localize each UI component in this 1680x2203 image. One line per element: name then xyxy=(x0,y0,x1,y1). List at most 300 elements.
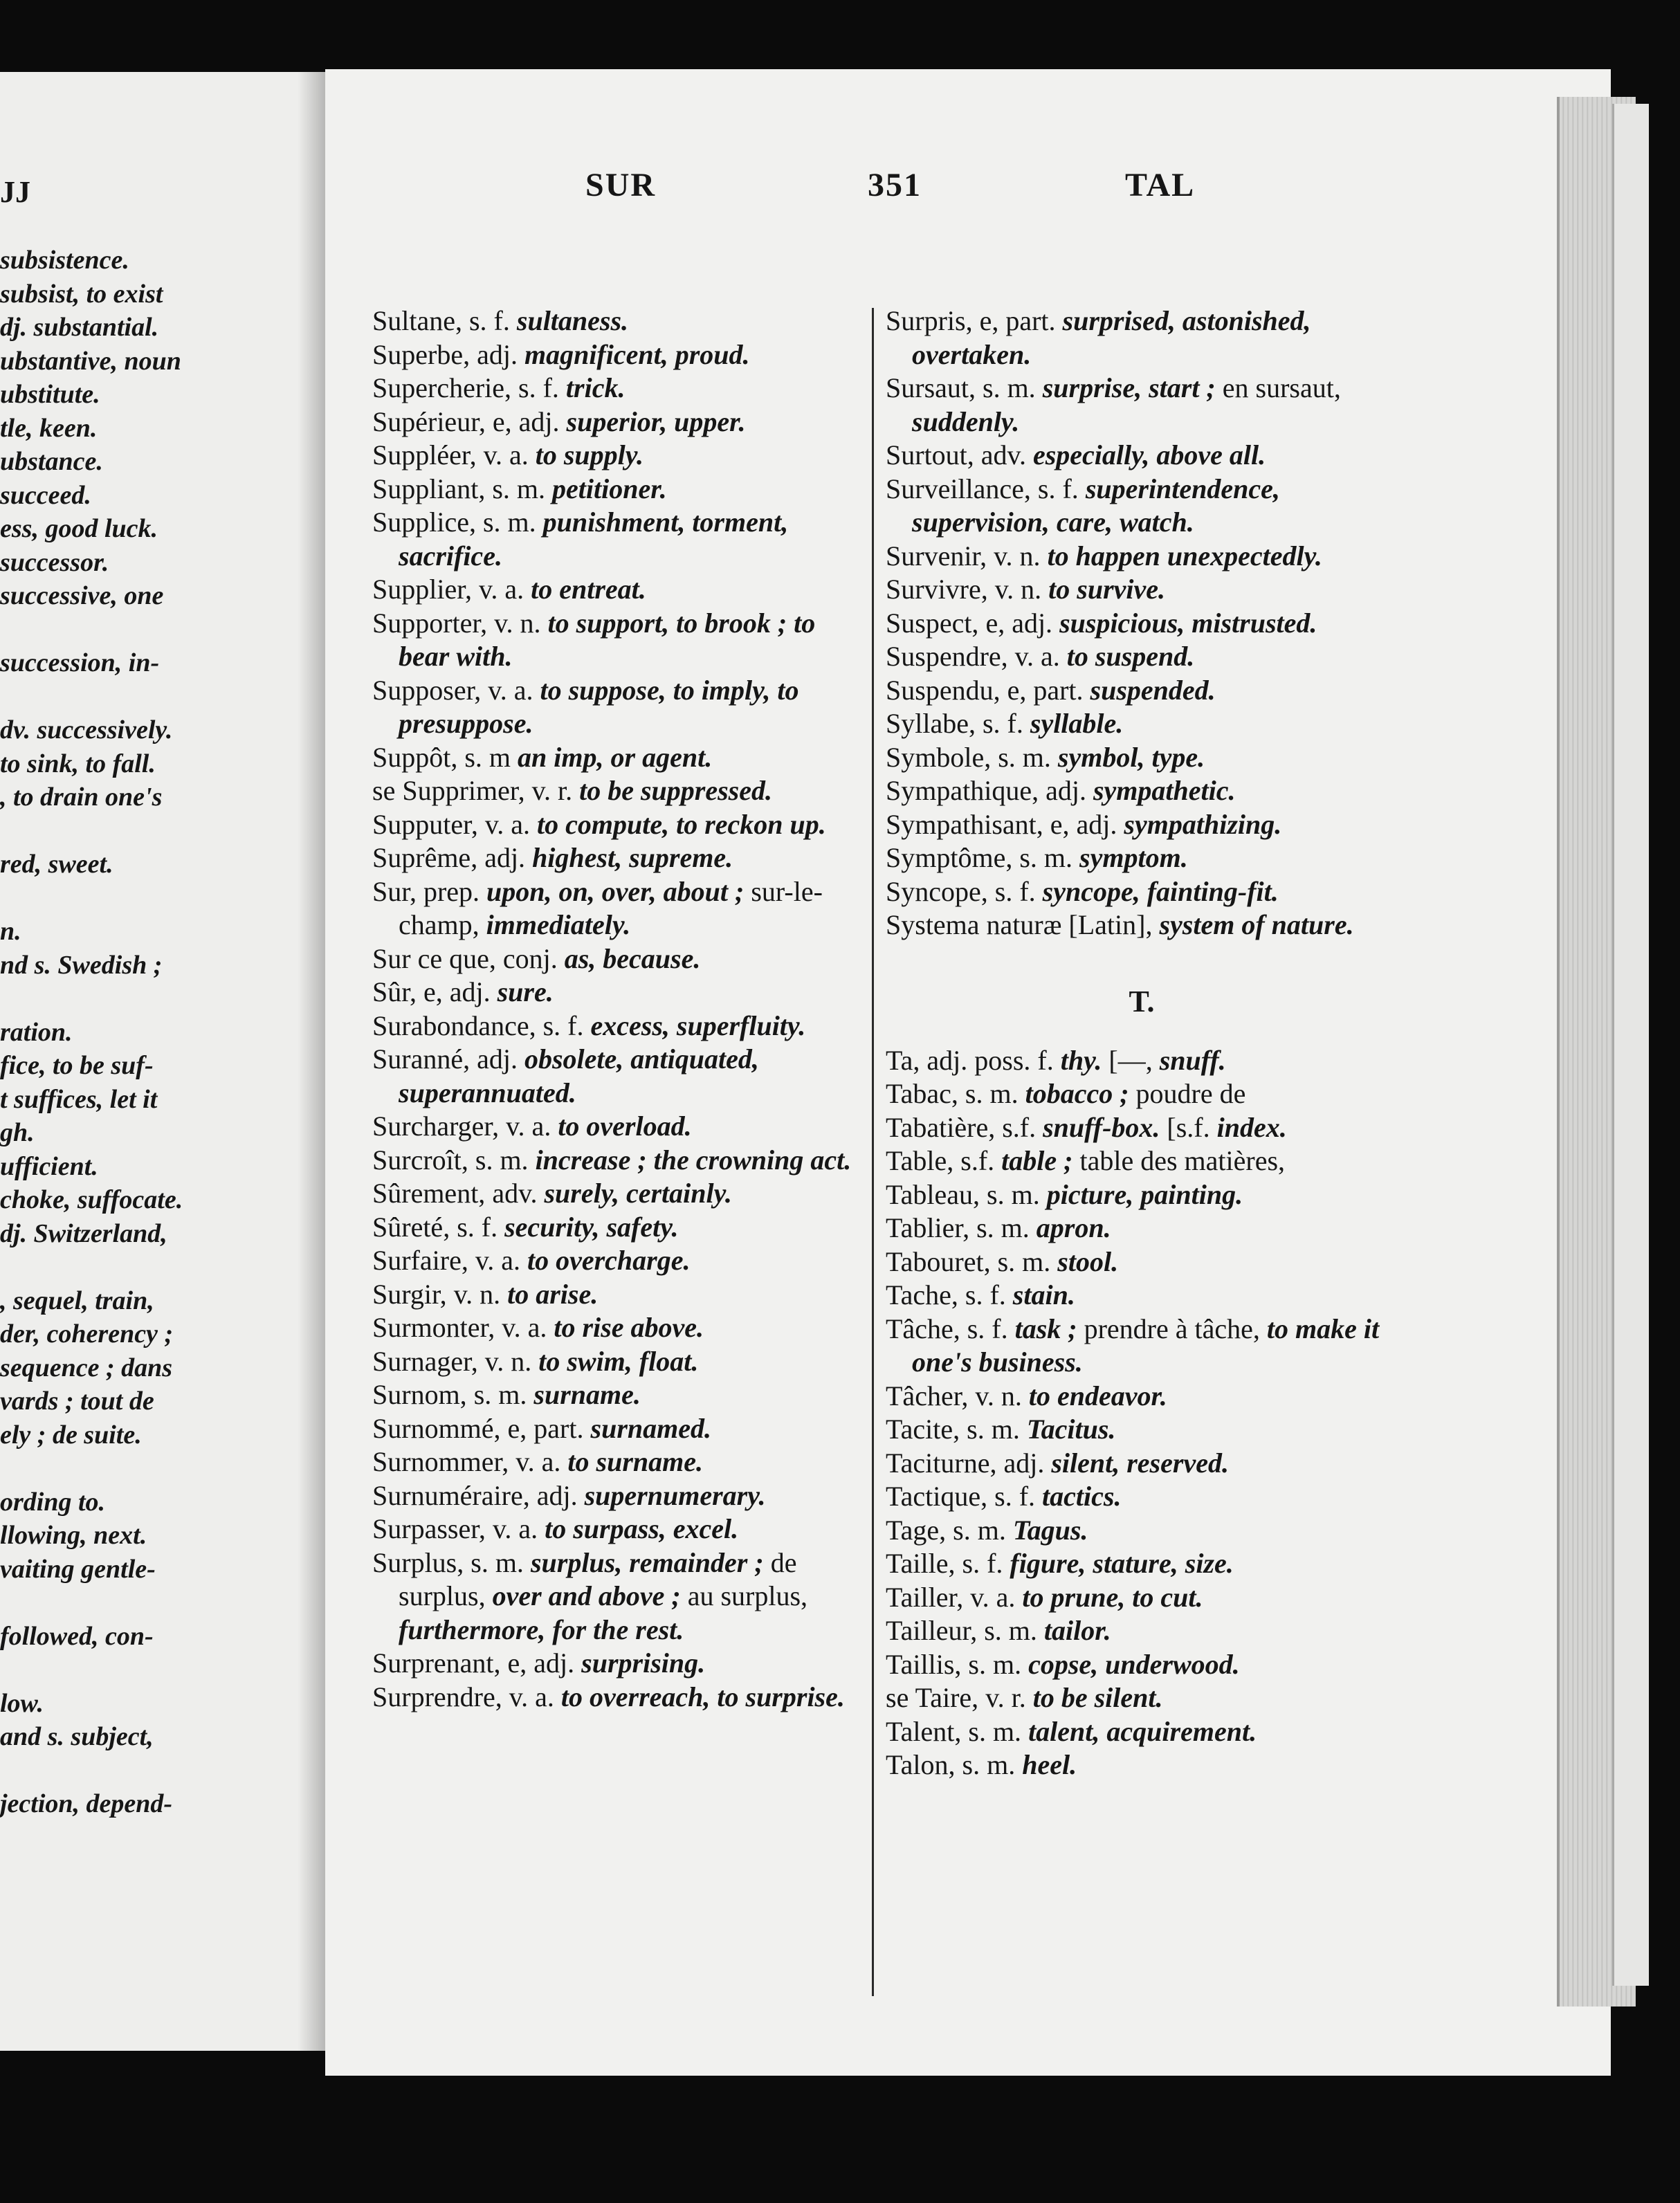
left-page-line: , sequel, train, xyxy=(0,1286,154,1315)
entry-headword: Suppliant, xyxy=(372,473,486,504)
left-page-line: and s. subject, xyxy=(0,1722,154,1751)
entry-definition: copse, underwood. xyxy=(1028,1648,1240,1680)
dictionary-entry xyxy=(886,808,1398,842)
entry-headword: Sur ce que, xyxy=(372,942,496,974)
entry-definition: snuff-box. xyxy=(1043,1111,1160,1143)
dictionary-entry xyxy=(372,1211,870,1245)
dictionary-entry xyxy=(372,1278,870,1312)
left-page-line: subsist, to exist xyxy=(0,279,163,309)
entry-headword: Surcharger, xyxy=(372,1110,500,1142)
entry-headword: Surprendre, xyxy=(372,1681,502,1712)
entry-definition: superior, upper. xyxy=(566,405,746,437)
entry-definition: sure. xyxy=(497,976,554,1007)
dictionary-entry xyxy=(372,741,870,775)
entry-grammar: s. m. xyxy=(984,1615,1037,1646)
left-page-line: choke, suffocate. xyxy=(0,1185,183,1214)
dictionary-entry xyxy=(886,1313,1398,1380)
dictionary-entry xyxy=(372,1009,870,1043)
entry-grammar: s. m. xyxy=(983,372,1036,403)
dictionary-entry xyxy=(886,540,1398,574)
dictionary-entry xyxy=(886,1514,1398,1548)
dictionary-entry xyxy=(372,1345,870,1379)
dictionary-entry xyxy=(372,473,870,506)
entry-definition: symptom. xyxy=(1079,842,1188,873)
entry-grammar: v. a. xyxy=(502,1312,547,1343)
dictionary-entry xyxy=(886,707,1398,741)
entry-definition: sympathizing. xyxy=(1124,808,1282,840)
entry-phrase: prendre à tâche, xyxy=(1084,1313,1260,1344)
dictionary-entry xyxy=(886,841,1398,875)
dictionary-entry xyxy=(886,1614,1398,1648)
entry-phrase: [s.f. xyxy=(1167,1111,1210,1143)
left-page-line: n. xyxy=(0,917,21,946)
entry-definition: supernumerary. xyxy=(584,1479,766,1511)
entry-definition: to suppose, to imply, to presuppose. xyxy=(399,674,799,739)
entry-definition: snuff. xyxy=(1159,1044,1226,1076)
left-page-line: dj. substantial. xyxy=(0,313,159,342)
dictionary-entry xyxy=(886,1144,1398,1178)
entry-definition: to make it one's business. xyxy=(912,1313,1380,1378)
dictionary-entry xyxy=(372,942,870,976)
entry-definition: furthermore, for the rest. xyxy=(399,1614,684,1645)
entry-grammar: adj. xyxy=(477,338,518,370)
entry-headword: Supplier, xyxy=(372,574,472,605)
entry-definition: heel. xyxy=(1022,1749,1077,1780)
entry-headword: Tabatière, xyxy=(886,1111,996,1143)
entry-headword: Suranné, xyxy=(372,1043,471,1075)
entry-definition: punishment, torment, sacrifice. xyxy=(399,506,789,572)
left-page-line: succession, in- xyxy=(0,648,160,677)
page-number: 351 xyxy=(868,167,922,203)
dictionary-entry xyxy=(372,976,870,1009)
entry-grammar: e, adj. xyxy=(423,976,491,1007)
entry-grammar: s. m. xyxy=(1019,842,1073,873)
entry-definition: thy. xyxy=(1060,1044,1102,1076)
left-page-line: , to drain one's xyxy=(0,783,163,812)
dictionary-entry xyxy=(372,439,870,473)
dictionary-entry xyxy=(372,1043,870,1110)
entry-definition: index. xyxy=(1216,1111,1287,1143)
entry-definition: to arise. xyxy=(507,1278,599,1310)
entry-definition: surprise, start ; xyxy=(1042,372,1216,403)
dictionary-entry xyxy=(372,405,870,439)
entry-phrase: poudre de xyxy=(1135,1078,1246,1109)
dictionary-entry xyxy=(886,1748,1398,1782)
left-page-line: red, sweet. xyxy=(0,850,113,879)
entry-grammar: adj. xyxy=(477,1043,518,1075)
page-edge-fold xyxy=(1612,104,1649,1986)
entry-definition: especially, above all. xyxy=(1032,439,1266,470)
entry-headword: Tailler, xyxy=(886,1581,964,1613)
entry-definition: table ; xyxy=(1001,1145,1073,1176)
entry-grammar: e, part. xyxy=(1007,674,1084,706)
entry-grammar: v. a. xyxy=(492,1513,538,1544)
entry-headword: Suspendre, xyxy=(886,641,1008,672)
entry-definition: symbol, type. xyxy=(1057,741,1205,773)
entry-grammar: s. m. xyxy=(492,473,546,504)
entry-definition: picture, painting. xyxy=(1046,1178,1243,1210)
dictionary-entry xyxy=(372,1311,870,1345)
entry-headword: Suppôt, xyxy=(372,741,458,773)
entry-headword: Supputer, xyxy=(372,808,478,840)
entry-headword: Sur, xyxy=(372,875,417,907)
entry-grammar: adj. xyxy=(536,1479,578,1511)
entry-definition: apron. xyxy=(1036,1212,1111,1243)
entry-definition: tactics. xyxy=(1042,1481,1122,1512)
entry-definition: magnificent, proud. xyxy=(524,338,750,370)
entry-definition: upon, on, over, about ; xyxy=(486,875,745,907)
entry-headword: Symptôme, xyxy=(886,842,1013,873)
right-column-s-entries xyxy=(886,304,1398,942)
entry-grammar: conj. xyxy=(502,942,558,974)
entry-headword: Surpasser, xyxy=(372,1513,486,1544)
left-page-line: vaiting gentle- xyxy=(0,1554,156,1584)
entry-grammar: adv. xyxy=(492,1178,538,1209)
entry-grammar: e, part. xyxy=(979,305,1056,336)
entry-grammar: s.f. xyxy=(960,1145,995,1176)
entry-definition: to suspend. xyxy=(1066,641,1195,672)
entry-definition: system of nature. xyxy=(1159,909,1354,940)
entry-headword: Sympathique, xyxy=(886,775,1039,806)
dictionary-entry xyxy=(372,304,870,338)
left-page-line: jection, depend- xyxy=(0,1789,173,1818)
entry-headword: se Taire, xyxy=(886,1682,979,1713)
dictionary-entry xyxy=(886,1245,1398,1279)
dictionary-entry xyxy=(886,473,1398,540)
header-right-word: TAL xyxy=(1125,167,1196,203)
entry-headword: Surtout, xyxy=(886,439,974,470)
entry-headword: Surveillance, xyxy=(886,473,1031,504)
entry-definition: to surpass, excel. xyxy=(545,1513,739,1544)
entry-definition: syllable. xyxy=(1030,708,1124,739)
entry-grammar: s. m. xyxy=(475,1144,529,1176)
entry-grammar: v. n. xyxy=(494,607,541,639)
entry-headword: Talent, xyxy=(886,1715,962,1747)
entry-grammar: s. m. xyxy=(976,1212,1030,1243)
entry-headword: Sûrement, xyxy=(372,1178,486,1209)
entry-grammar: e, adj. xyxy=(1050,808,1117,840)
entry-headword: Surnager, xyxy=(372,1345,478,1377)
entry-headword: Survenir, xyxy=(886,540,987,572)
entry-headword: Suppléer, xyxy=(372,439,477,470)
entry-headword: Taciturne, xyxy=(886,1447,997,1479)
entry-definition: surnamed. xyxy=(590,1412,711,1444)
entry-definition: to rise above. xyxy=(554,1312,704,1343)
dictionary-entry xyxy=(372,674,870,741)
entry-grammar: s. m. xyxy=(997,1245,1051,1277)
dictionary-entry xyxy=(372,338,870,372)
entry-grammar: v. a. xyxy=(483,439,529,470)
entry-headword: se Supprimer, xyxy=(372,775,525,806)
entry-grammar: v. n. xyxy=(453,1278,501,1310)
entry-definition: excess, superfluity. xyxy=(590,1009,806,1041)
entry-headword: Systema naturæ xyxy=(886,909,1062,940)
entry-headword: Tableau, xyxy=(886,1178,980,1210)
left-column xyxy=(372,304,870,1714)
left-page-header: JJ xyxy=(0,175,30,209)
entry-grammar: v. a. xyxy=(506,1110,551,1142)
entry-grammar: v. a. xyxy=(484,808,530,840)
right-column-t-entries xyxy=(886,1044,1398,1782)
left-page-line: followed, con- xyxy=(0,1621,154,1651)
right-page xyxy=(325,69,1611,2076)
dictionary-entry xyxy=(886,372,1398,439)
entry-definition: trick. xyxy=(565,372,626,403)
left-page-line: sequence ; dans xyxy=(0,1353,173,1382)
dictionary-entry xyxy=(372,808,870,842)
dictionary-entry xyxy=(886,1380,1398,1414)
entry-definition: immediately. xyxy=(486,909,631,940)
entry-definition: to entreat. xyxy=(531,574,646,605)
entry-headword: Tâche, xyxy=(886,1313,960,1344)
entry-definition: surplus, remainder ; xyxy=(530,1546,764,1578)
left-page-line: succeed. xyxy=(0,480,91,510)
dictionary-entry xyxy=(886,741,1398,775)
dictionary-entry xyxy=(886,774,1398,808)
left-page xyxy=(0,72,325,2051)
entry-grammar: s. m. xyxy=(962,1749,1016,1780)
entry-definition: sympathetic. xyxy=(1093,775,1236,806)
left-page-line: successor. xyxy=(0,547,109,577)
entry-headword: Tabouret, xyxy=(886,1245,991,1277)
entry-headword: Tache, xyxy=(886,1279,958,1310)
entry-grammar: s. m. xyxy=(965,1078,1019,1109)
entry-headword: Surnom, xyxy=(372,1379,467,1410)
entry-headword: Syncope, xyxy=(886,875,988,907)
dictionary-entry xyxy=(886,1681,1398,1715)
entry-definition: tobacco ; xyxy=(1025,1078,1129,1109)
entry-phrase: de surplus, xyxy=(399,1546,797,1611)
dictionary-entry xyxy=(886,674,1398,708)
entry-grammar: s. f. xyxy=(542,1009,584,1041)
dictionary-entry xyxy=(886,1547,1398,1581)
entry-headword: Sultane, xyxy=(372,305,462,336)
left-page-line: successive, one xyxy=(0,581,164,610)
left-page-line: t suffices, let it xyxy=(0,1084,158,1114)
entry-grammar: e, adj. xyxy=(507,1647,575,1679)
entry-grammar: v. a. xyxy=(970,1581,1016,1613)
entry-headword: Suprême, xyxy=(372,842,478,873)
entry-grammar: prep. xyxy=(423,875,480,907)
dictionary-entry xyxy=(886,1178,1398,1212)
entry-grammar: v. a. xyxy=(1014,641,1060,672)
entry-definition: stool. xyxy=(1057,1245,1119,1277)
entry-grammar: s. m. xyxy=(482,506,536,538)
entry-definition: to overcharge. xyxy=(527,1245,691,1276)
dictionary-entry xyxy=(886,1212,1398,1245)
entry-headword: Tâcher, xyxy=(886,1380,969,1411)
entry-grammar: e, part. xyxy=(507,1412,584,1444)
entry-headword: Surabondance, xyxy=(372,1009,536,1041)
entry-definition: stain. xyxy=(1012,1279,1075,1310)
dictionary-entry xyxy=(372,1647,870,1681)
entry-definition: figure, stature, size. xyxy=(1010,1548,1234,1579)
dictionary-entry xyxy=(886,439,1398,473)
entry-grammar: v. n. xyxy=(994,540,1041,572)
entry-definition: to surname. xyxy=(567,1446,704,1477)
dictionary-entry xyxy=(372,1177,870,1211)
entry-grammar: s. m. xyxy=(473,1379,527,1410)
entry-definition: to supply. xyxy=(535,439,644,470)
dictionary-entry xyxy=(372,1144,870,1178)
left-page-line: tle, keen. xyxy=(0,413,98,443)
entry-definition: over and above ; xyxy=(492,1580,681,1611)
entry-definition: increase ; the crowning act. xyxy=(535,1144,852,1176)
entry-grammar: s. m. xyxy=(998,741,1051,773)
entry-phrase: sur-le-champ, xyxy=(399,875,823,940)
entry-headword: Supercherie, xyxy=(372,372,512,403)
entry-grammar: v. n. xyxy=(975,1380,1022,1411)
dictionary-entry xyxy=(372,607,870,674)
entry-grammar: adv. xyxy=(980,439,1026,470)
entry-headword: Sympathisant, xyxy=(886,808,1043,840)
entry-headword: Supposer, xyxy=(372,674,482,706)
entry-headword: Supporter, xyxy=(372,607,488,639)
entry-grammar: s. f. xyxy=(994,1481,1036,1512)
entry-grammar: v. n. xyxy=(484,1345,532,1377)
dictionary-entry xyxy=(372,506,870,573)
dictionary-entry xyxy=(886,1447,1398,1481)
entry-definition: to be silent. xyxy=(1032,1682,1163,1713)
entry-headword: Table, xyxy=(886,1145,954,1176)
entry-headword: Tablier, xyxy=(886,1212,970,1243)
left-page-line: ration. xyxy=(0,1017,73,1047)
entry-headword: Sûreté, xyxy=(372,1211,450,1243)
dictionary-entry xyxy=(372,1378,870,1412)
left-page-line: ubstance. xyxy=(0,447,103,476)
entry-headword: Symbole, xyxy=(886,741,992,773)
entry-grammar: s. f. xyxy=(457,1211,498,1243)
entry-headword: Surfaire, xyxy=(372,1245,468,1276)
entry-headword: Surcroît, xyxy=(372,1144,468,1176)
left-page-line: dj. Switzerland, xyxy=(0,1218,167,1248)
entry-grammar: s. f. xyxy=(518,372,559,403)
entry-grammar: s. f. xyxy=(967,1313,1008,1344)
left-page-line: subsistence. xyxy=(0,246,129,275)
entry-headword: Sûr, xyxy=(372,976,417,1007)
entry-grammar: [Latin], xyxy=(1068,909,1153,940)
entry-headword: Surmonter, xyxy=(372,1312,495,1343)
entry-headword: Syllabe, xyxy=(886,708,976,739)
entry-headword: Taillis, xyxy=(886,1648,962,1680)
entry-headword: Supérieur, xyxy=(372,405,486,437)
dictionary-entry xyxy=(372,1110,870,1144)
entry-headword: Tactique, xyxy=(886,1481,988,1512)
entry-grammar: s. m. xyxy=(968,1715,1022,1747)
entry-definition: highest, supreme. xyxy=(532,842,733,873)
left-page-line: fice, to be suf- xyxy=(0,1051,154,1080)
entry-definition: to overload. xyxy=(558,1110,692,1142)
entry-definition: to compute, to reckon up. xyxy=(537,808,826,840)
left-page-line: nd s. Swedish ; xyxy=(0,950,163,980)
entry-grammar: v. a. xyxy=(515,1446,561,1477)
entry-definition: surname. xyxy=(533,1379,641,1410)
dictionary-entry xyxy=(372,1479,870,1513)
entry-grammar: s. f. xyxy=(1037,473,1079,504)
entry-grammar: s. f. xyxy=(962,1548,1003,1579)
column-divider xyxy=(872,308,874,1996)
entry-grammar: s.f. xyxy=(1002,1111,1037,1143)
dictionary-entry xyxy=(372,372,870,405)
entry-grammar: adj. xyxy=(1046,775,1086,806)
dictionary-entry xyxy=(886,640,1398,674)
entry-headword: Sursaut, xyxy=(886,372,976,403)
entry-definition: Tagus. xyxy=(1012,1514,1088,1546)
entry-headword: Taille, xyxy=(886,1548,956,1579)
entry-grammar: adj. poss. f. xyxy=(926,1044,1054,1076)
entry-grammar: s. f. xyxy=(982,708,1023,739)
entry-definition: surprising. xyxy=(581,1647,706,1679)
entry-definition: to prune, to cut. xyxy=(1022,1581,1203,1613)
entry-grammar: v. r. xyxy=(531,775,573,806)
entry-definition: petitioner. xyxy=(552,473,667,504)
entry-grammar: s. m. xyxy=(987,1178,1040,1210)
left-page-line: low. xyxy=(0,1688,44,1718)
left-page-line: to sink, to fall. xyxy=(0,749,156,778)
entry-definition: tailor. xyxy=(1043,1615,1111,1646)
dictionary-entry xyxy=(886,607,1398,641)
entry-definition: to support, to brook ; to bear with. xyxy=(399,607,816,672)
entry-grammar: e, adj. xyxy=(985,607,1053,639)
left-page-line: ess, good luck. xyxy=(0,514,158,543)
dictionary-entry xyxy=(886,1648,1398,1682)
entry-definition: to happen unexpectedly. xyxy=(1047,540,1322,572)
entry-headword: Supplice, xyxy=(372,506,476,538)
entry-headword: Surnommer, xyxy=(372,1446,509,1477)
dictionary-entry xyxy=(886,1111,1398,1145)
left-page-line: ording to. xyxy=(0,1487,106,1517)
dictionary-entry xyxy=(372,1681,870,1715)
dictionary-entry xyxy=(372,875,870,942)
left-page-line: llowing, next. xyxy=(0,1521,147,1550)
dictionary-entry xyxy=(886,1279,1398,1313)
left-page-line: ufficient. xyxy=(0,1151,98,1181)
dictionary-entry xyxy=(886,1077,1398,1111)
dictionary-entry xyxy=(372,1244,870,1278)
entry-definition: Tacitus. xyxy=(1026,1414,1116,1445)
left-page-line: vards ; tout de xyxy=(0,1387,154,1416)
dictionary-entry xyxy=(372,573,870,607)
entry-headword: Superbe, xyxy=(372,338,471,370)
entry-grammar: e, adj. xyxy=(492,405,560,437)
entry-grammar: v. a. xyxy=(475,1245,520,1276)
entry-definition: syncope, fainting-fit. xyxy=(1042,875,1279,907)
entry-headword: Surnuméraire, xyxy=(372,1479,530,1511)
entry-headword: Suspendu, xyxy=(886,674,1001,706)
entry-phrase: [—, xyxy=(1108,1044,1153,1076)
section-letter: T. xyxy=(1129,984,1155,1018)
dictionary-entry xyxy=(886,1413,1398,1447)
entry-definition: obsolete, antiquated, superannuated. xyxy=(399,1043,759,1108)
entry-grammar: s. f. xyxy=(965,1279,1006,1310)
entry-definition: talent, acquirement. xyxy=(1028,1715,1257,1747)
header-left-word: SUR xyxy=(585,167,657,203)
entry-headword: Tacite, xyxy=(886,1414,960,1445)
left-page-line: dv. successively. xyxy=(0,715,173,744)
entry-definition: security, safety. xyxy=(504,1211,679,1243)
dictionary-entry xyxy=(372,774,870,808)
entry-definition: to overreach, to surprise. xyxy=(560,1681,845,1712)
entry-headword: Surprenant, xyxy=(372,1647,501,1679)
left-page-line: gh. xyxy=(0,1118,35,1147)
entry-grammar: v. n. xyxy=(994,574,1042,605)
entry-definition: suddenly. xyxy=(912,405,1020,437)
entry-definition: silent, reserved. xyxy=(1051,1447,1229,1479)
entry-definition: to endeavor. xyxy=(1028,1380,1167,1411)
entry-grammar: s. m. xyxy=(953,1514,1006,1546)
dictionary-entry xyxy=(886,573,1398,607)
entry-headword: Tage, xyxy=(886,1514,947,1546)
